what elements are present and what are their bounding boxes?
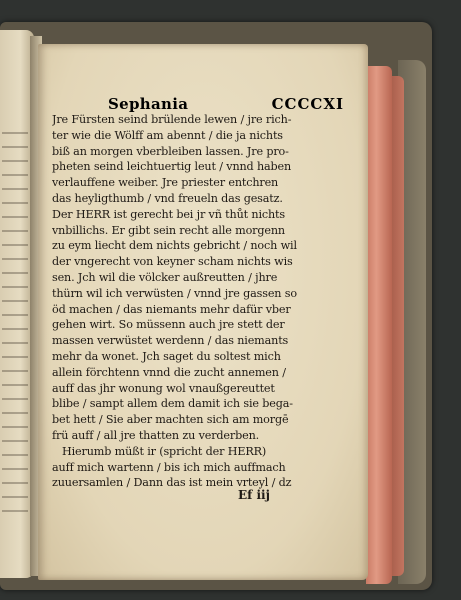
left-page-text-fragment <box>2 120 28 520</box>
text-line: auff mich wartenn / bis ich mich auffmach <box>52 460 286 474</box>
folio-number: CCCCXI <box>271 95 344 113</box>
text-line: bet hett / Sie aber machten sich am morgē <box>52 413 289 427</box>
text-line: öd machen / das niemants mehr dafür vber <box>52 302 291 316</box>
text-line: thürn wil ich verwüsten / vnnd jre gassen so <box>52 286 297 300</box>
text-line: mehr da wonet. Jch saget du soltest mich <box>52 349 281 363</box>
text-line: biß an morgen vberbleiben lassen. Jre pro- <box>52 144 289 158</box>
text-line: sen. Jch wil die völcker außreutten / jhre <box>52 270 278 284</box>
text-line: Der HERR ist gerecht bei jr vñ thůt nichts <box>52 207 285 221</box>
text-line: das heyligthumb / vnd freueln das gesatz. <box>52 191 283 205</box>
text-line: pheten seind leichtuertig leut / vnnd haben <box>52 160 292 174</box>
text-line: verlauffene weiber. Jre priester entchren <box>52 176 279 190</box>
text-line: massen verwüstet werdenn / das niemants <box>52 334 289 348</box>
text-line: frü auff / all jre thatten zu verderben. <box>52 428 260 442</box>
left-page <box>0 30 34 578</box>
signature-mark: Ef iij <box>238 488 270 502</box>
text-line: der vngerecht von keyner scham nichts wis <box>52 255 293 269</box>
text-line: zu eym liecht dem nichts gebricht / noch wil <box>52 239 297 253</box>
text-line: ter wie die Wölff am abennt / die ja nichts <box>52 128 283 142</box>
text-line: gehen wirt. So müssenn auch jre stett der <box>52 318 285 332</box>
text-line: blibe / sampt allem dem damit ich sie bega- <box>52 397 293 411</box>
text-line: Hierumb müßt ir (spricht der HERR) <box>62 444 267 458</box>
text-line: allein förchtenn vnnd die zucht annemen / <box>52 365 286 379</box>
text-lines <box>52 112 348 491</box>
running-title: Sephania <box>108 95 189 113</box>
red-page-edges <box>366 66 392 584</box>
text-line: vnbillichs. Er gibt sein recht alle morgenn <box>52 223 285 237</box>
text-line: auff das jhr wonung wol vnaußgereuttet <box>52 381 275 395</box>
text-line: Jre Fürsten seind brülende lewen / jre rich- <box>52 113 292 126</box>
text-line: zuuersamlen / Dann das ist mein vrteyl / dz <box>52 476 292 490</box>
